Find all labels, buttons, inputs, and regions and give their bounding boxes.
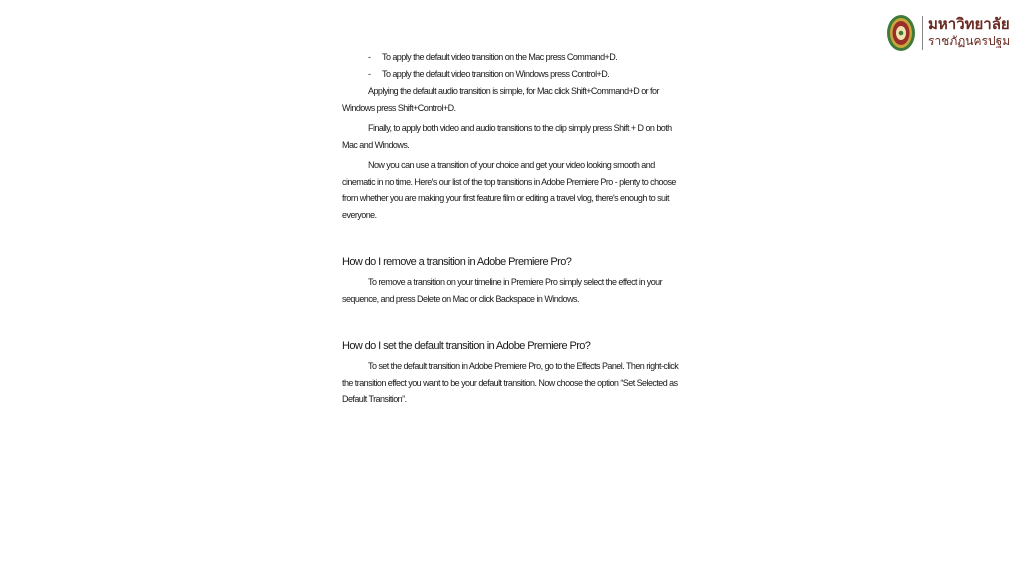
paragraph-remove-transition: To remove a transition on your timeline in Premiere Pro simply select the effect in your sequence, and press Delete on Mac or click Backspace in Windows.	[342, 277, 663, 304]
logo-text	[928, 16, 1010, 50]
bullet-dash: -	[368, 69, 371, 79]
paragraph-both-transitions: Finally, to apply both video and audio transitions to the clip simply press Shift + D on both Mac and Windows.	[342, 123, 672, 150]
bullet-dash: -	[368, 52, 371, 62]
university-seal-icon	[886, 14, 916, 52]
heading-remove-transition: How do I remove a transition in Adobe Premiere Pro?	[342, 256, 572, 268]
paragraph-transition-list: Now you can use a transition of your choice and get your video looking smooth and cinematic in no time. Here's our list of the top transitions in Adobe Premiere Pro - plenty to choose from whether you are making your first feature film or editing a travel vlog, there's enough to suit everyone.	[342, 160, 676, 220]
heading-default-transition: How do I set the default transition in Adobe Premiere Pro?	[342, 340, 591, 352]
logo-divider	[922, 16, 923, 50]
bullet-text: To apply the default video transition on the Mac press Command+D.	[382, 52, 618, 62]
bullet-item	[342, 49, 687, 66]
university-name-line1: มหาวิทยาลัย	[928, 16, 1010, 33]
paragraph-default-transition: To set the default transition in Adobe Premiere Pro, go to the Effects Panel. Then right-click the transition effect you want to be your default transition. Now choose the option “Set Selected as Default Transition”.	[342, 361, 679, 404]
bullet-item	[342, 66, 687, 83]
paragraph-audio-transition: Applying the default audio transition is simple, for Mac click Shift+Command+D or for Windows press Shift+Control+D.	[342, 86, 659, 113]
bullet-text: To apply the default video transition on Windows press Control+D.	[382, 69, 610, 79]
university-logo	[886, 14, 1010, 52]
document-body	[342, 49, 687, 412]
university-name-line2: ราชภัฏนครปฐม	[928, 34, 1011, 48]
